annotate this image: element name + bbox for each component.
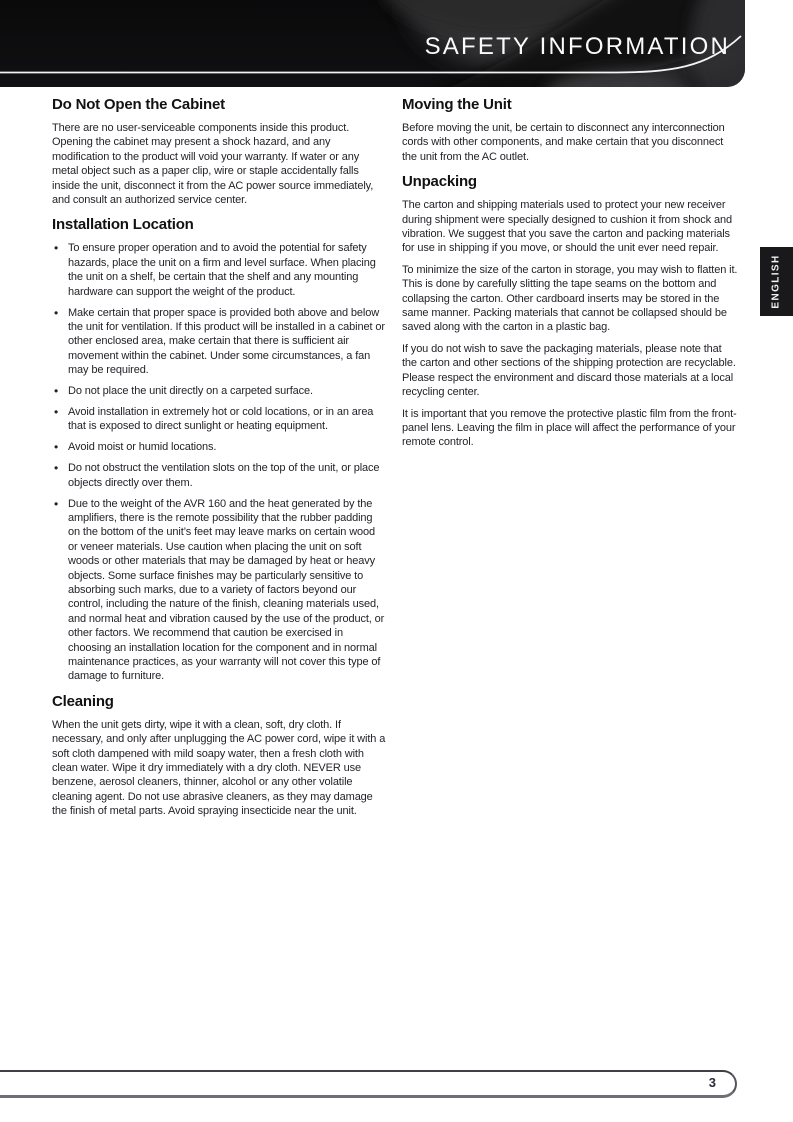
footer-rule (0, 1070, 737, 1098)
paragraph-do-not-open-cabinet: There are no user-serviceable components inside this product. Opening the cabinet may present a shock hazard, and any modification to the product will void your warranty. If water or any metal object such as a paper clip, wire or staple accidentally falls inside the unit, disconnect it from the AC power source immediately, and consult an authorized service center. (52, 122, 374, 207)
list-item: • Due to the weight of the AVR 160 and the heat generated by the amplifiers, there is the remote possibility that the rubber padding on the bottom of the unit’s feet may leave marks on certain wood or veneer materials. Use caution when placing the unit on soft woods or other materials that may be damaged by heat or heavy objects. Some surface finishes may be particularly sensitive to absorbing such marks, due to a variety of factors beyond our control, including the nature of the finish, cleaning materials used, and normal heat and vibration caused by the use of the product, or other factors. We recommend that caution be exercised in choosing an installation location for the component and in normal maintenance practices, as your warranty will not cover this type of damage to furniture. (52, 497, 386, 684)
list-item: • Avoid installation in extremely hot or cold locations, or in an area that is exposed to direct sunlight or heating equipment. (52, 405, 386, 434)
paragraph-unpacking-4: It is important that you remove the protective plastic film from the front-panel lens. Leaving the film in place will affect the performance of your remote control. (402, 407, 737, 449)
paragraph-unpacking-3: If you do not wish to save the packaging materials, please note that the carton and other sections of the shipping protection are recyclable. Please respect the environment and discard those materials at a local recycling center. (402, 342, 736, 399)
paragraph-cleaning: When the unit gets dirty, wipe it with a clean, soft, dry cloth. If necessary, and only after unplugging the AC power cord, wipe it with a soft cloth dampened with mild soapy water, then a fresh cloth with clean water. Wipe it dry immediately with a dry cloth. NEVER use benzene, aerosol cleaners, thinner, alcohol or any other volatile cleaning agent. Do not use abrasive cleaners, as they may damage the finish of metal parts. Avoid spraying insecticide near the unit. (52, 718, 386, 818)
section-heading-do-not-open-cabinet: Do Not Open the Cabinet (52, 96, 225, 113)
list-item: • Avoid moist or humid locations. (52, 440, 386, 454)
section-heading-cleaning: Cleaning (52, 692, 114, 710)
list-item: • Do not obstruct the ventilation slots on the top of the unit, or place objects directly over them. (52, 461, 386, 490)
language-tab-label: ENGLISH (771, 254, 782, 309)
page-header-banner (0, 0, 745, 87)
right-column (402, 96, 738, 457)
paragraph-unpacking-2: To minimize the size of the carton in storage, you may wish to flatten it. This is done by carefully slitting the tape seams on the bottom and collapsing the carton. Other cardboard inserts may be stored in the same manner. Packing materials that cannot be collapsed should be saved along with the carton in a plastic bag. (402, 263, 738, 334)
installation-bullet-list (52, 241, 386, 683)
section-heading-installation-location: Installation Location (52, 216, 194, 234)
page-title: SAFETY INFORMATION (424, 33, 730, 60)
paragraph-unpacking-1: The carton and shipping materials used to protect your new receiver during shipment were specially designed to cushion it from shock and vibration. We suggest that you save the carton and packing materials for use in shipping if you move, or should the unit ever need repair. (402, 199, 732, 255)
page-number: 3 (708, 1075, 716, 1090)
language-tab-english (760, 247, 793, 316)
list-item: • To ensure proper operation and to avoid the potential for safety hazards, place the unit on a firm and level surface. When placing the unit on a shelf, be certain that the shelf and any mounting hardware can support the weight of the product. (52, 241, 386, 299)
paragraph-moving-the-unit: Before moving the unit, be certain to disconnect any interconnection cords with other components, and make certain that you disconnect the unit from the AC outlet. (402, 122, 725, 163)
list-item: • Make certain that proper space is provided both above and below the unit for ventilation. If this product will be installed in a cabinet or other enclosed area, make certain that there is sufficient air movement within the cabinet. Under some circumstances, a fan may be required. (52, 306, 386, 378)
left-column (52, 96, 386, 826)
section-heading-moving-the-unit: Moving the Unit (402, 96, 512, 113)
list-item: • Do not place the unit directly on a carpeted surface. (52, 384, 386, 398)
section-heading-unpacking: Unpacking (402, 173, 477, 191)
